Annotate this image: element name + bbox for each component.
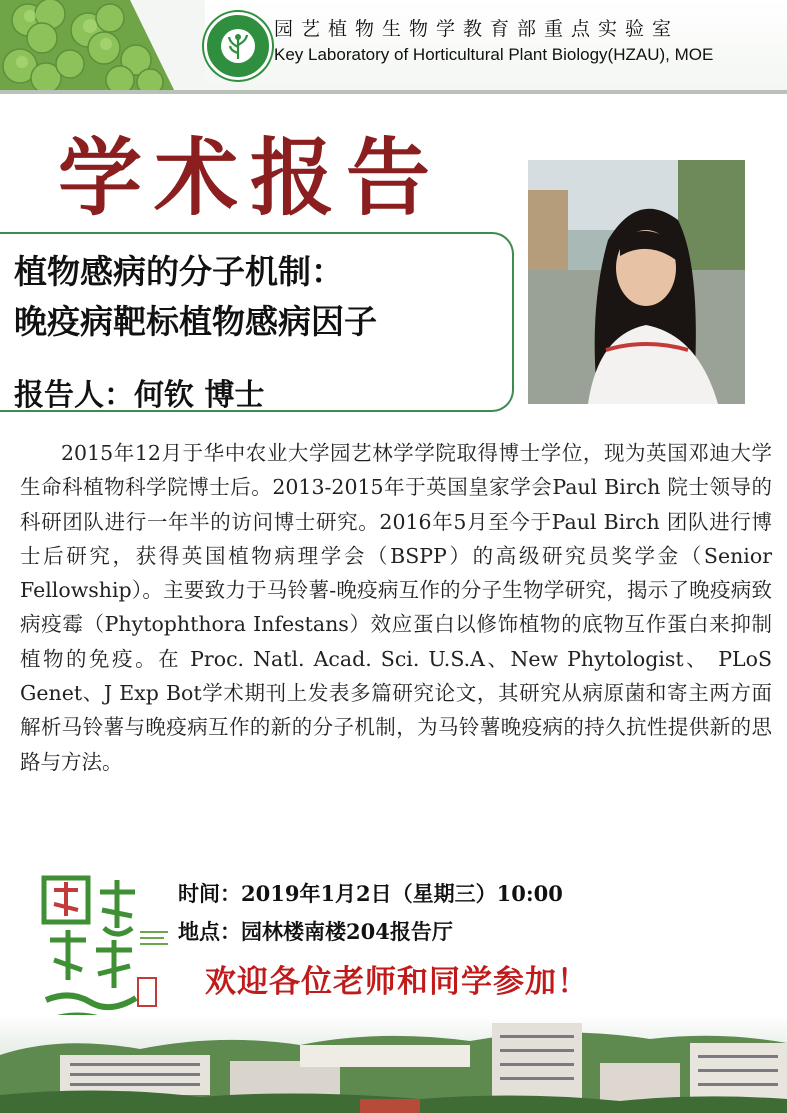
speaker-photo: [528, 160, 745, 404]
lab-logo: [204, 12, 272, 80]
campus-photo: [0, 1015, 787, 1113]
event-time: 时间：2019年1月2日（星期三）10:00: [178, 881, 563, 906]
speaker-name: 报告人：何钦 博士: [14, 378, 265, 413]
lab-name-cn: 园艺植物生物学教育部重点实验室: [274, 18, 680, 40]
topic-line-2: 晚疫病靶标植物感病因子: [14, 302, 377, 341]
clover-decoration: [0, 0, 205, 92]
speaker-biography: 2015年12月于华中农业大学园艺林学学院取得博士学位，现为英国邓迪大学生命科植物科学院博士后。2013-2015年于英国皇家学会Paul Birch 院士领导的科研团队进行一年半的访问博士研究。2016年5月至今于Paul Birch 团队进行博士后研究，获得英国植物病理学会（BSPP）的高级研究员奖学金（Senior Fellowship）。主要致力于马铃薯-晚疫病互作的分子生物学研究，揭示了晚疫病致病疫霉（Phytophthora Infestans）效应蛋白以修饰植物的底物互作蛋白来抑制植物的免疫。在 Proc. Natl. Acad. Sci. U.S.A、New Phytologist、 PLoS Genet、J Exp Bot学术期刊上发表多篇研究论文，其研究从病原菌和寄主两方面解析马铃薯与晚疫病互作的新的分子机制，为马铃薯晚疫病的持久抗性提供新的思路与方法。: [20, 441, 772, 774]
topic-line-1: 植物感病的分子机制：: [14, 252, 344, 291]
header-divider: [0, 90, 787, 94]
event-place: 地点：园林楼南楼204报告厅: [178, 919, 453, 944]
plant-icon: [221, 29, 255, 63]
lab-name-en: Key Laboratory of Horticultural Plant Biology(HZAU), MOE: [274, 45, 714, 64]
page-title: 学术报告: [58, 129, 443, 227]
welcome-message: 欢迎各位老师和同学参加！: [205, 964, 589, 1000]
